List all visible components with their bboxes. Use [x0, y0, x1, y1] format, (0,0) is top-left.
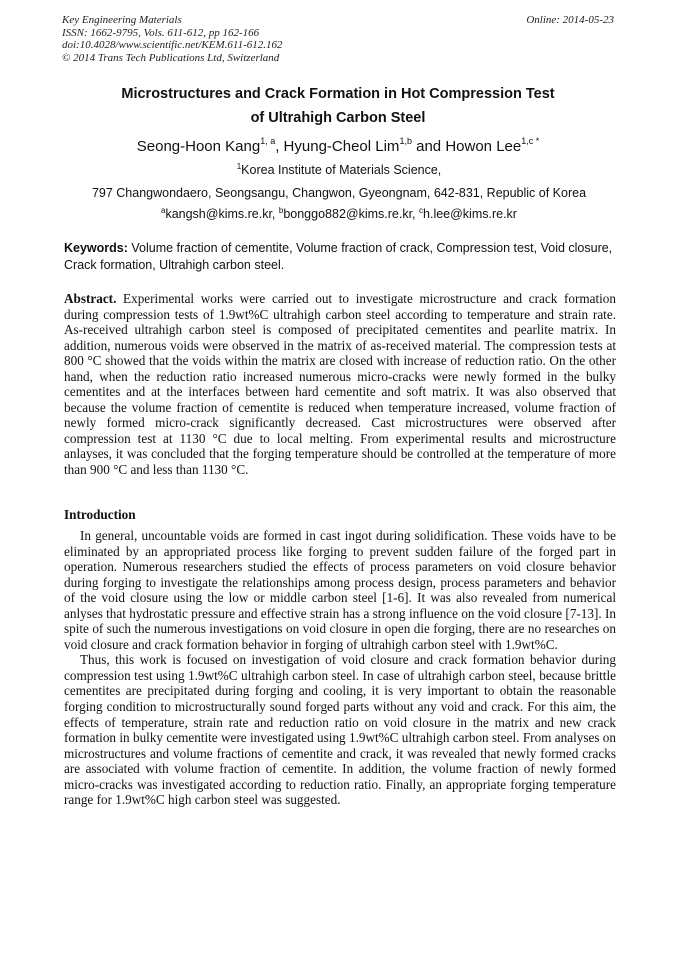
email-list: [40, 206, 638, 222]
author-affiliation-mark: 1, a: [260, 136, 276, 146]
email-mark: a: [161, 206, 166, 215]
abstract-text: Experimental works were carried out to investigate microstructure and crack formation during compression tests of 1.9wt%C ultrahigh carbon steel according to temperature and strain rate. As-received ultrahigh carbon steel is composed of precipitated cementites and pearlite matrix. In addition, numerous voids were observed in the matrix of as-received material. The compression tests at 800 °C showed that the voids within the matrix are closed with increase of reduction ratio. On the other hand, when the reduction ratio increased numerous micro-cracks were newly formed in the bulky cementites and at the interfaces between hard cementite and soft matrix. It was also observed that because the volume fraction of cementite is reduced when temperature increased, volume fraction of newly formed micro-crack significantly decreased. Cast microstructures were observed after compression test at 1130 °C due to local melting. From experimental results and microstructure anlayses, it was concluded that the forging temperature should be controlled at the temperature of more than 900 °C and less than 1130 °C.: [64, 291, 616, 478]
paragraph: Thus, this work is focused on investigation of void closure and crack formation behavior during compression test using 1.9wt%C ultrahigh carbon steel. In case of ultrahigh carbon steel, because brittle cementites are precipitated during forging and cooling, it is very important to obtain the reasonable forging condition to microstructurally sound forged parts without any void and crack. For this aim, the effects of temperature, strain rate and reduction ratio on void closure in the matrix and new crack formation in bulky cementite were investigated using 1.9wt%C ultrahigh carbon steel. From analyses on microstructures and volume fractions of cementite and crack, it was revealed that newly formed cracks are associated with volume fraction of cementite. In addition, the volume fraction of newly formed micro-cracks was investigated according to reduction ratio. Finally, an appropriate forging temperature range for 1.9wt%C high carbon steel was suggested.: [64, 652, 616, 808]
author-separator: ,: [275, 138, 284, 155]
author-name: Hyung-Cheol Lim: [283, 138, 400, 155]
affiliation-mark: 1: [236, 162, 242, 171]
copyright-line: © 2014 Trans Tech Publications Ltd, Switzerland: [62, 51, 280, 64]
email-mark: b: [278, 206, 284, 215]
journal-header: [62, 14, 283, 64]
abstract-label: Abstract.: [64, 291, 117, 306]
affiliation-institute: Korea Institute of Materials Science,: [241, 163, 442, 177]
online-date: Online: 2014-05-23: [526, 14, 614, 26]
author-affiliation-mark: 1,c *: [521, 136, 540, 146]
keywords-label: Keywords:: [64, 241, 128, 255]
issn-line: ISSN: 1662-9795, Vols. 611-612, pp 162-166: [62, 26, 260, 39]
doi-link[interactable]: doi:10.4028/www.scientific.net/KEM.611-612.162: [62, 39, 283, 51]
title-line-2: of Ultrahigh Carbon Steel: [250, 110, 426, 126]
keywords: [64, 240, 616, 274]
paper-title: [62, 82, 614, 130]
author-name: Howon Lee: [445, 138, 522, 155]
author-name: Seong-Hoon Kang: [136, 138, 261, 155]
affiliation-institute-line: [40, 162, 638, 178]
abstract: [64, 291, 616, 478]
email-mark: c: [419, 206, 424, 215]
email-link[interactable]: h.lee@kims.re.kr: [423, 207, 517, 221]
title-line-1: Microstructures and Crack Formation in Hot Compression Test: [121, 86, 555, 102]
introduction-body: [64, 528, 616, 808]
email-link[interactable]: kangsh@kims.re.kr,: [165, 207, 279, 221]
section-heading-introduction: Introduction: [64, 507, 136, 522]
affiliation-address: 797 Changwondaero, Seongsangu, Changwon, Gyeongnam, 642-831, Republic of Korea: [91, 186, 587, 200]
author-affiliation-mark: 1,b: [399, 136, 412, 146]
journal-name: Key Engineering Materials: [62, 14, 182, 26]
email-link[interactable]: bonggo882@kims.re.kr,: [283, 207, 420, 221]
paragraph: In general, uncountable voids are formed in cast ingot during solidification. These voids have to be eliminated by an appropriated process like forging to prevent sudden failure of the forged part in operation. Numerous researchers studied the effects of process parameters on void closure behavior during forging to investigate the relationships among process design, process parameters and behavior of the void closure using the low or middle carbon steel [1-6]. It was also revealed from numerical anlyses that hydrostatic pressure and effective strain has a strong influence on the void closure [7-13]. In spite of such the numerous investigations on void closure in open die forging, there are no researches on void closure and crack formation behavior in forging of ultrahigh carbon steel with 1.9wt%C.: [64, 528, 616, 652]
keywords-text: Volume fraction of cementite, Volume fraction of crack, Compression test, Void closure, Crack formation, Ultrahigh carbon steel.: [64, 241, 613, 272]
author-separator: and: [411, 138, 446, 155]
author-list: [62, 137, 614, 157]
